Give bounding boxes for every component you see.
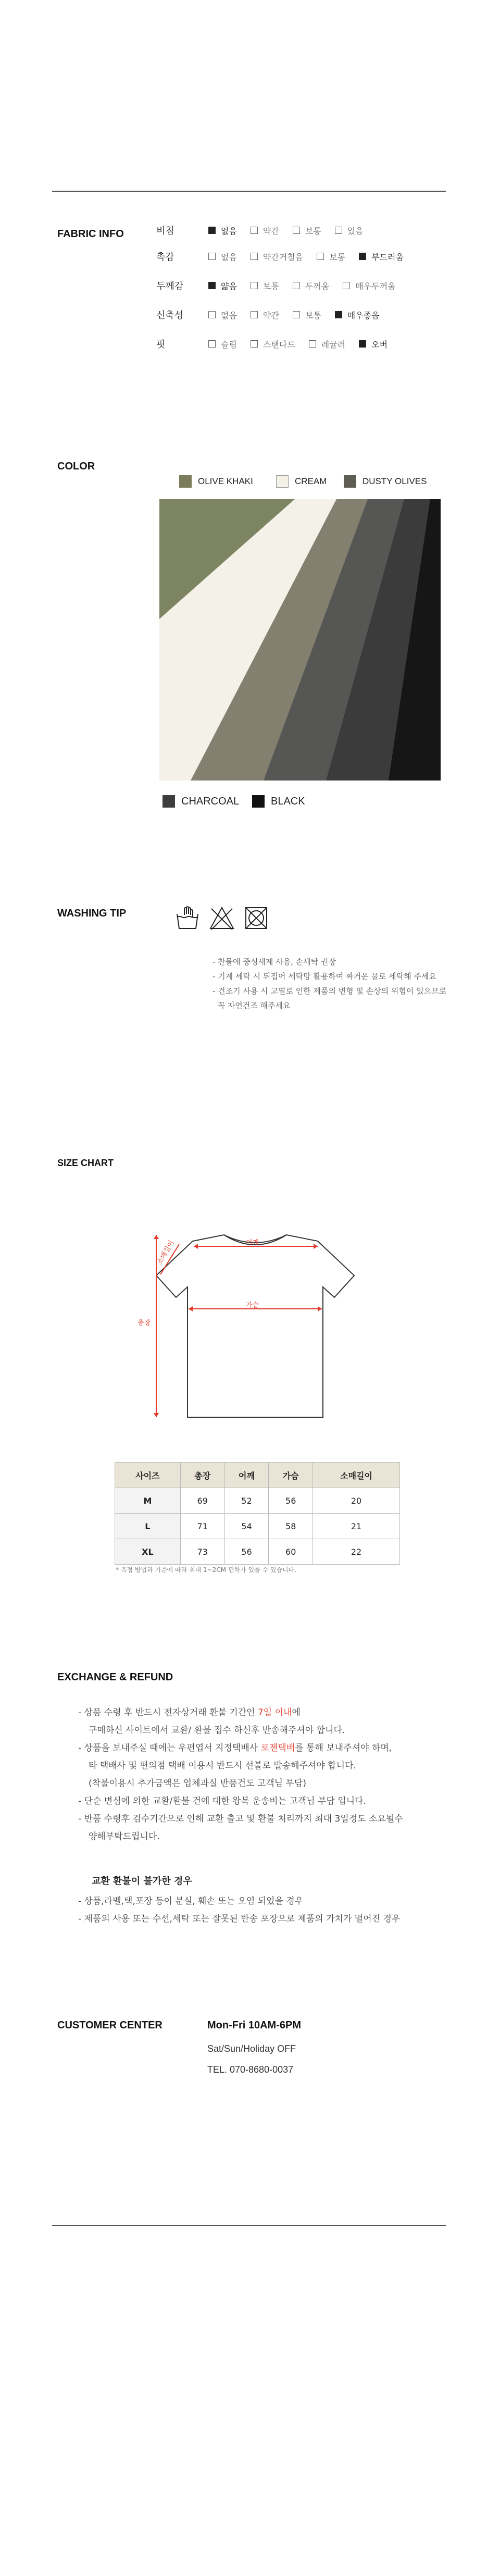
policy-line: - 제품의 사용 또는 수선,세탁 또는 잘못된 반송 포장으로 제품의 가치가 떨어진 경우 (78, 1914, 401, 1924)
size-chart-title: SIZE CHART (57, 1158, 114, 1168)
header-chest: 가슴 (269, 1463, 313, 1488)
length-label: 총장 (138, 1319, 151, 1327)
size-table-header-row (115, 1463, 400, 1488)
policy-line: - 반품 수령후 검수기간으로 인해 교환 출고 및 환불 처리까지 최대 3일정도 소요될수 (78, 1814, 403, 1824)
fabric-option (251, 338, 295, 350)
policy-highlight: 로젠택배 (260, 1743, 295, 1753)
policy-line: - 상품,라벨,택,포장 등이 분실, 훼손 또는 오염 되었을 경우 (78, 1896, 304, 1906)
unchecked-box-icon (335, 227, 342, 234)
fabric-option (293, 225, 321, 237)
fabric-option-label: 레귤러 (321, 339, 346, 350)
unchecked-box-icon (317, 253, 324, 260)
fabric-option-label: 약간거칠음 (262, 252, 304, 262)
shoulder-cell: 54 (224, 1514, 269, 1539)
fabric-option (335, 309, 380, 321)
fabric-option (208, 225, 237, 237)
checked-box-icon (335, 311, 342, 318)
fabric-option-label: 스탠다드 (262, 339, 295, 350)
unchecked-box-icon (293, 311, 300, 318)
policy-text: - 상품을 보내주실 때에는 우편엽서 지정택배사 (78, 1743, 261, 1753)
swatch-label: BLACK (271, 795, 305, 807)
fabric-option (335, 225, 364, 237)
checked-box-icon (359, 340, 366, 348)
swatch-label: CREAM (295, 476, 327, 486)
fabric-row (156, 279, 409, 292)
fabric-row (156, 250, 417, 263)
chest-cell: 60 (269, 1539, 313, 1565)
tshirt-measure-diagram (146, 1223, 365, 1421)
chest-cell: 58 (269, 1514, 313, 1539)
table-row (115, 1539, 400, 1565)
length-cell: 73 (180, 1539, 224, 1565)
swatch-label: DUSTY OLIVES (362, 476, 427, 486)
color-swatch (162, 795, 239, 808)
size-table (115, 1462, 400, 1565)
unchecked-box-icon (309, 340, 316, 348)
shoulder-label: 어깨 (246, 1239, 259, 1247)
shoulder-cell: 56 (224, 1539, 269, 1565)
swatch-square (276, 475, 289, 488)
color-swatch (179, 475, 253, 488)
policy-line (78, 1739, 464, 1757)
unchecked-box-icon (251, 311, 258, 318)
swatch-label: OLIVE KHAKI (198, 476, 253, 486)
bottom-divider (52, 2225, 446, 2226)
fabric-color-photo (159, 499, 441, 781)
fabric-row (156, 338, 401, 350)
swatch-square (179, 475, 192, 488)
size-cell: M (115, 1488, 181, 1514)
fabric-option (293, 309, 321, 321)
no-refund-list (78, 1892, 474, 1928)
length-cell: 69 (180, 1488, 224, 1514)
fabric-option (309, 338, 345, 350)
header-length: 총장 (180, 1463, 224, 1488)
fabric-option-label: 보통 (262, 281, 279, 291)
fabric-option-label: 보통 (329, 252, 346, 262)
fabric-option-label: 부드러움 (371, 252, 404, 262)
policy-text: - 상품 수령 후 반드시 전자상거래 환불 기간인 (78, 1707, 258, 1718)
customer-center-title: CUSTOMER CENTER (57, 2020, 162, 2031)
fabric-option (208, 280, 237, 292)
fabric-option (251, 309, 279, 321)
policy-text: 에 (292, 1707, 301, 1718)
fabric-option-label: 보통 (305, 310, 321, 320)
fabric-option-label: 오버 (371, 339, 388, 350)
policy-line: 타 택배사 및 편의점 택배 이용시 반드시 선불로 발송해주셔야 합니다. (89, 1761, 356, 1771)
washing-line: - 기계 세탁 시 뒤집어 세탁망 활용하여 짜거운 물로 세탁해 주세요 (213, 972, 436, 981)
unchecked-box-icon (293, 282, 300, 289)
fabric-option (251, 280, 279, 292)
sleeve-label: 소매길이 (156, 1239, 176, 1266)
header-sleeve: 소매길이 (313, 1463, 400, 1488)
fabric-row (156, 224, 377, 237)
unchecked-box-icon (251, 227, 258, 234)
washing-instructions (213, 955, 446, 1013)
policy-line: (착불이용시 추가금액은 업체과실 반품건도 고객님 부담) (89, 1778, 306, 1789)
unchecked-box-icon (208, 340, 216, 348)
sleeve-cell: 21 (313, 1514, 400, 1539)
size-cell: XL (115, 1539, 181, 1565)
unchecked-box-icon (251, 340, 258, 348)
fabric-option-label: 약간 (262, 226, 279, 236)
policy-text: 를 통해 보내주셔야 하며, (295, 1743, 392, 1753)
header-size: 사이즈 (115, 1463, 181, 1488)
swatch-square (344, 475, 356, 488)
fabric-row (156, 308, 393, 321)
fabric-option (208, 338, 237, 350)
fabric-option-label: 없음 (221, 310, 237, 320)
hand-wash-icon (175, 906, 200, 931)
policy-highlight: 7일 이내 (257, 1707, 292, 1718)
policy-line (78, 1704, 464, 1722)
unchecked-box-icon (208, 253, 216, 260)
fabric-option-label: 없음 (221, 252, 237, 262)
washing-line: - 건조기 사용 시 고열로 인한 제품의 변형 및 손상의 위험이 있으므로 (213, 986, 447, 996)
washing-line: - 찬물에 중성세제 사용, 손세탁 권장 (213, 957, 336, 967)
header-shoulder: 어깨 (224, 1463, 269, 1488)
customer-hours: Mon-Fri 10AM-6PM (207, 2020, 301, 2031)
washing-tip-title: WASHING TIP (57, 908, 127, 919)
fabric-option-label: 보통 (305, 226, 321, 236)
chest-cell: 56 (269, 1488, 313, 1514)
unchecked-box-icon (251, 282, 258, 289)
unchecked-box-icon (208, 311, 216, 318)
color-swatch (276, 475, 327, 488)
fabric-option (251, 251, 303, 263)
fabric-option-label: 있음 (347, 226, 364, 236)
top-divider (52, 191, 446, 192)
customer-phone: TEL. 070-8680-0037 (207, 2064, 294, 2075)
sleeve-cell: 22 (313, 1539, 400, 1565)
swatch-square (252, 795, 265, 808)
shoulder-cell: 52 (224, 1488, 269, 1514)
no-tumble-dry-icon (244, 906, 269, 931)
fabric-option (317, 251, 345, 263)
fabric-info-title: FABRIC INFO (57, 228, 124, 240)
washing-line: 꼭 자연건조 해주세요 (213, 1001, 291, 1010)
fabric-option-label: 슬림 (221, 339, 237, 350)
sleeve-cell: 20 (313, 1488, 400, 1514)
policy-line: - 단순 변심에 의한 교환/환불 건에 대한 왕복 운송비는 고객님 부담 입니다. (78, 1796, 366, 1806)
no-refund-title: 교환 환불이 불가한 경우 (92, 1876, 192, 1887)
customer-off-days: Sat/Sun/Holiday OFF (207, 2044, 296, 2054)
fabric-option (359, 338, 388, 350)
color-swatch (344, 475, 427, 488)
checked-box-icon (359, 253, 366, 260)
unchecked-box-icon (293, 227, 300, 234)
fabric-option-label: 매우두꺼움 (355, 281, 396, 291)
size-cell: L (115, 1514, 181, 1539)
fabric-option (208, 309, 237, 321)
table-row (115, 1488, 400, 1514)
unchecked-box-icon (343, 282, 350, 289)
fabric-row-label: 신축성 (156, 310, 184, 321)
fabric-option-label: 약간 (262, 310, 279, 320)
fabric-folds-image (159, 499, 441, 781)
fabric-option-label: 두꺼움 (305, 281, 330, 291)
size-note: * 측정 방법과 기준에 따라 최대 1~2CM 편차가 있을 수 있습니다. (116, 1566, 297, 1574)
fabric-row-label: 촉감 (156, 252, 174, 263)
no-bleach-icon (208, 906, 235, 931)
policy-line: 양해부탁드립니다. (89, 1831, 160, 1842)
fabric-option (208, 251, 237, 263)
color-swatch (252, 795, 305, 808)
fabric-option (359, 251, 404, 263)
fabric-row-label: 비침 (156, 226, 174, 237)
fabric-row-label: 핏 (156, 339, 166, 350)
color-title: COLOR (57, 461, 95, 472)
fabric-option-label: 매우좋음 (347, 310, 380, 320)
unchecked-box-icon (251, 253, 258, 260)
fabric-option (251, 225, 279, 237)
swatch-label: CHARCOAL (181, 795, 240, 807)
exchange-policy (78, 1704, 464, 1846)
checked-box-icon (208, 227, 216, 234)
chest-label: 가슴 (246, 1302, 259, 1309)
fabric-option-label: 얇음 (221, 281, 237, 291)
policy-line: 구매하신 사이트에서 교환/ 환불 접수 하신후 반송해주셔야 합니다. (89, 1725, 345, 1736)
swatch-square (162, 795, 175, 808)
fabric-option-label: 없음 (221, 226, 237, 236)
fabric-option (293, 280, 329, 292)
checked-box-icon (208, 282, 216, 289)
washing-icons (175, 906, 269, 931)
fabric-option (343, 280, 395, 292)
fabric-row-label: 두께감 (156, 281, 184, 292)
table-row (115, 1514, 400, 1539)
length-cell: 71 (180, 1514, 224, 1539)
exchange-refund-title: EXCHANGE & REFUND (57, 1671, 173, 1683)
